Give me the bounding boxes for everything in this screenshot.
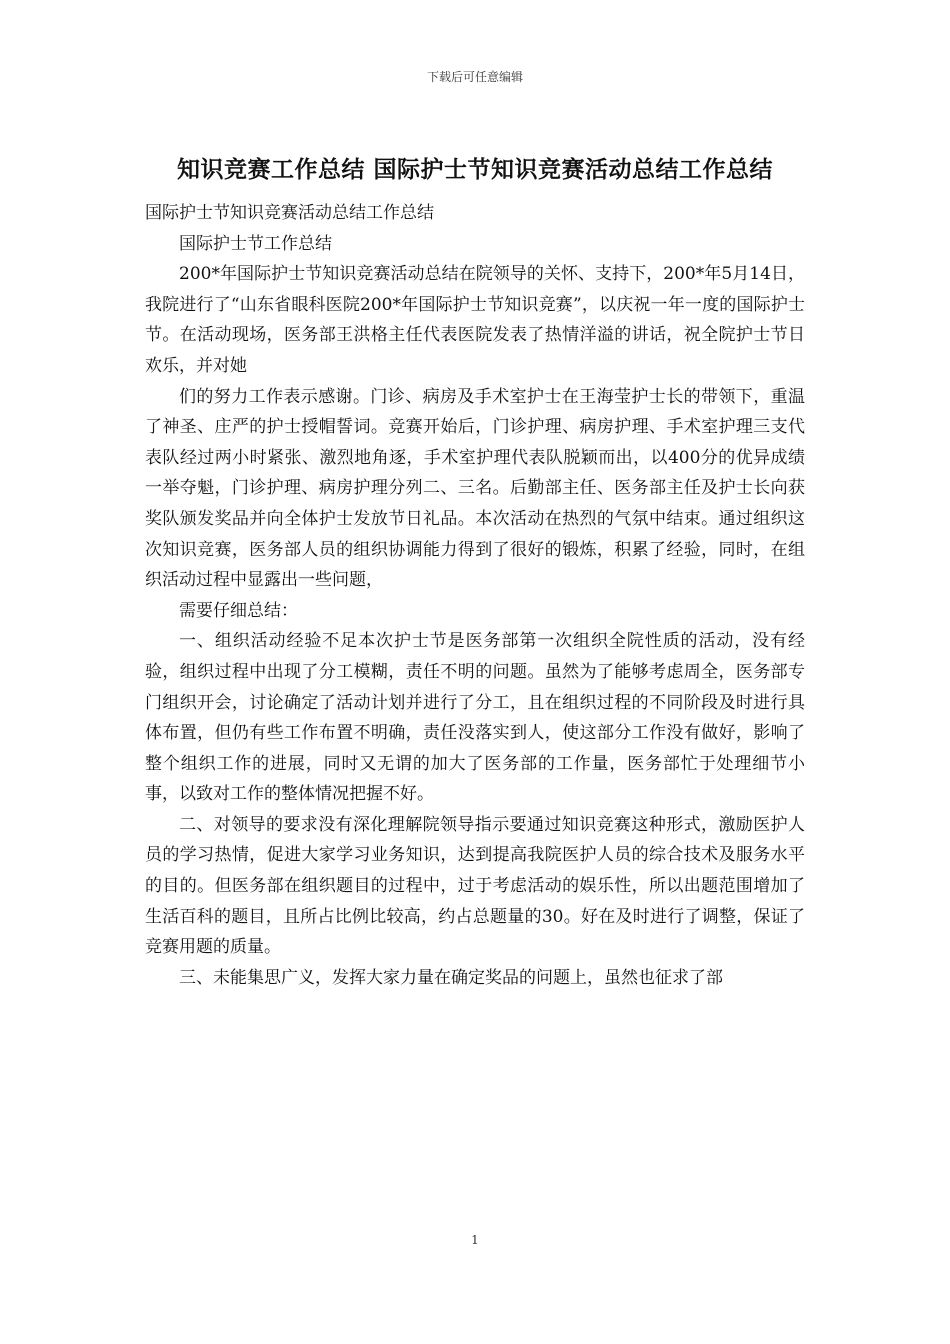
paragraph: 三、未能集思广义，发挥大家力量在确定奖品的问题上，虽然也征求了部 [179, 967, 723, 988]
paragraph: 们的努力工作表示感谢。门诊、病房及手术室护士在王海莹护士长的带领下，重温了神圣、庄严的护士授帽誓词。竞赛开始后，门诊护理、病房护理、手术室护理三支代表队经过两小时紧张、激烈地角逐，手术室护理代表队脱颖而出，以400分的优异成绩一举夺魁，门诊护理、病房护理分列二、三名。后勤部主任、医务部主任及护士长向获奖队颁发奖品并向全体护士发放节日礼品。本次活动在热烈的气氛中结束。通过组织这次知识竞赛，医务部人员的组织协调能力得到了很好的锻炼，积累了经验，同时，在组织活动过程中显露出一些问题， [145, 386, 805, 591]
paragraph: 二、对领导的要求没有深化理解院领导指示要通过知识竞赛这种形式，激励医护人员的学习热情，促进大家学习业务知识，达到提高我院医护人员的综合技术及服务水平的目的。但医务部在组织题目的过程中，过于考虑活动的娱乐性，所以出题范围增加了生活百科的题目，且所占比例比较高，约占总题量的30。好在及时进行了调整，保证了竞赛用题的质量。 [145, 814, 805, 958]
page-number: 1 [471, 1233, 479, 1247]
document-title: 知识竞赛工作总结 国际护士节知识竞赛活动总结工作总结 [176, 156, 773, 183]
paragraph: 需要仔细总结： [179, 600, 298, 621]
paragraph: 一、组织活动经验不足本次护士节是医务部第一次组织全院性质的活动，没有经验，组织过程中出现了分工模糊，责任不明的问题。虽然为了能够考虑周全，医务部专门组织开会，讨论确定了活动计划并进行了分工，且在组织过程的不同阶段及时进行具体布置，但仍有些工作布置不明确，责任没落实到人，使这部分工作没有做好，影响了整个组织工作的进展，同时又无谓的加大了医务部的工作量，医务部忙于处理细节小事，以致对工作的整体情况把握不好。 [145, 631, 805, 805]
paragraph-heading: 国际护士节工作总结 [179, 233, 332, 254]
header-note: 下载后可任意编辑 [426, 70, 523, 84]
paragraph: 200*年国际护士节知识竞赛活动总结在院领导的关怀、支持下，200*年5月14日，我院进行了“山东省眼科医院200*年国际护士节知识竞赛”，以庆祝一年一度的国际护士节。在活动现场，医务部王洪格主任代表医院发表了热情洋溢的讲话，祝全院护士节日欢乐，并对她 [145, 264, 805, 376]
paragraph-subtitle: 国际护士节知识竞赛活动总结工作总结 [145, 203, 434, 223]
document-body [145, 198, 805, 993]
